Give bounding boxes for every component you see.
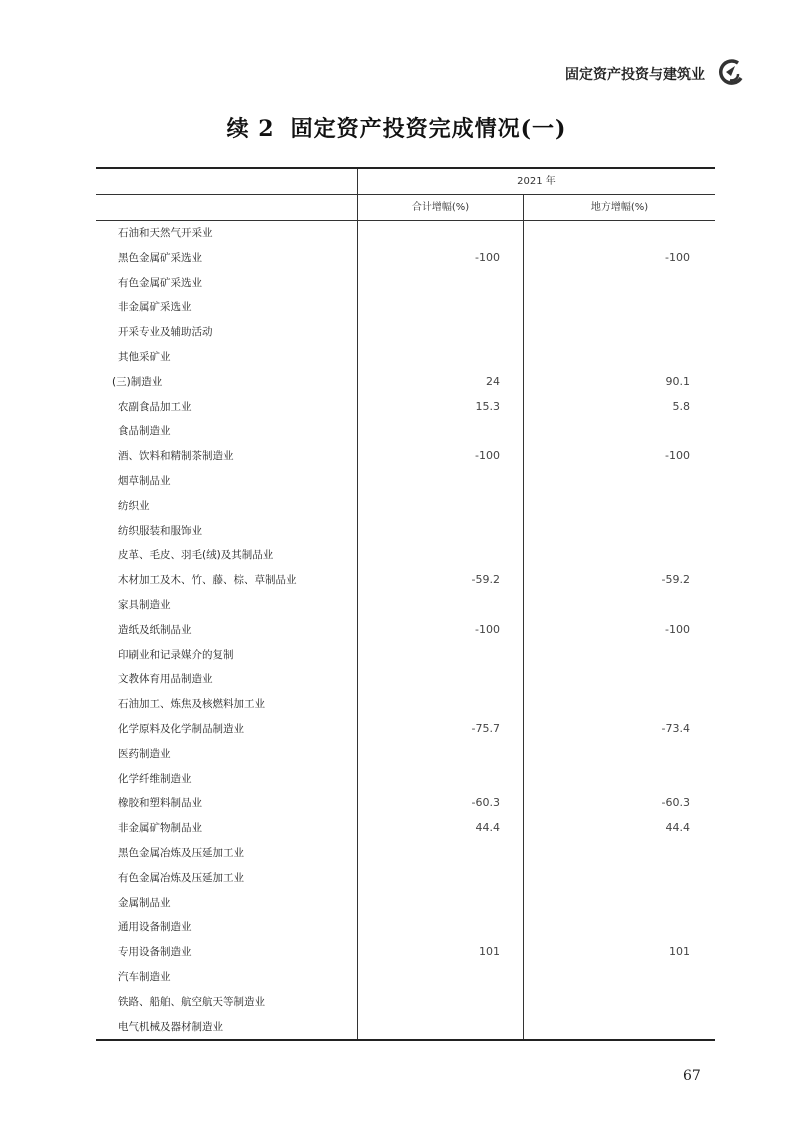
table-row bbox=[96, 519, 715, 544]
row-label: 黑色金属矿采选业 bbox=[118, 251, 202, 264]
table-row bbox=[96, 271, 715, 296]
col-header-local: 地方增幅(%) bbox=[590, 202, 649, 213]
table-row bbox=[96, 940, 715, 965]
row-label: 木材加工及木、竹、藤、棕、草制品业 bbox=[118, 574, 297, 587]
cell-total-growth: -100 bbox=[475, 622, 500, 636]
row-label: 印刷业和记录媒介的复制 bbox=[118, 648, 234, 661]
table-row bbox=[96, 643, 715, 668]
cell-total-growth: 15.3 bbox=[475, 399, 500, 413]
table-row bbox=[96, 767, 715, 792]
row-label: 其他采矿业 bbox=[118, 350, 171, 363]
table-title-prefix: 续 2 bbox=[226, 116, 275, 142]
table-row bbox=[96, 618, 715, 643]
cell-local-growth: 101 bbox=[669, 945, 690, 959]
running-header: 固定资产投资与建筑业 bbox=[565, 67, 705, 83]
table-row bbox=[96, 320, 715, 345]
table-row bbox=[96, 667, 715, 692]
table-row bbox=[96, 568, 715, 593]
cell-local-growth: -100 bbox=[665, 449, 690, 463]
label-column-divider bbox=[357, 169, 358, 1039]
cell-total-growth: 44.4 bbox=[475, 821, 500, 835]
table-body bbox=[96, 221, 715, 1039]
table-row bbox=[96, 469, 715, 494]
cell-total-growth: 101 bbox=[479, 945, 500, 959]
row-label: 石油和天然气开采业 bbox=[118, 227, 213, 239]
table-row bbox=[96, 543, 715, 568]
table-row bbox=[96, 345, 715, 370]
table-row bbox=[96, 221, 715, 246]
row-label: 非金属矿物制品业 bbox=[118, 822, 202, 835]
table-row bbox=[96, 692, 715, 717]
row-label: 医药制造业 bbox=[118, 747, 171, 760]
cell-local-growth: -100 bbox=[665, 622, 690, 636]
cell-total-growth: -59.2 bbox=[471, 573, 500, 587]
row-label: 化学纤维制造业 bbox=[118, 772, 192, 785]
row-label: 铁路、船舶、航空航天等制造业 bbox=[118, 995, 265, 1008]
row-label: 石油加工、炼焦及核燃料加工业 bbox=[118, 698, 265, 711]
table-row bbox=[96, 593, 715, 618]
row-label: 造纸及纸制品业 bbox=[118, 623, 192, 636]
table-row bbox=[96, 295, 715, 320]
table-row bbox=[96, 395, 715, 420]
cell-local-growth: 5.8 bbox=[672, 399, 690, 413]
table-row bbox=[96, 419, 715, 444]
row-label: 皮革、毛皮、羽毛(绒)及其制品业 bbox=[118, 549, 274, 562]
row-label: 食品制造业 bbox=[118, 425, 171, 438]
row-label: 通用设备制造业 bbox=[118, 921, 192, 934]
table-row bbox=[96, 866, 715, 891]
table-row bbox=[96, 915, 715, 940]
row-label: 有色金属矿采选业 bbox=[118, 276, 202, 289]
cell-total-growth: -100 bbox=[475, 449, 500, 463]
cell-total-growth: 24 bbox=[486, 374, 500, 388]
row-label: 非金属矿采选业 bbox=[118, 301, 192, 314]
row-label: 专用设备制造业 bbox=[118, 946, 192, 959]
cell-local-growth: -73.4 bbox=[661, 721, 690, 735]
table-header-columns-row bbox=[96, 195, 715, 221]
table-row bbox=[96, 370, 715, 395]
cell-total-growth: -75.7 bbox=[471, 721, 500, 735]
row-label: 有色金属冶炼及压延加工业 bbox=[118, 871, 244, 884]
row-label: 电气机械及器材制造业 bbox=[118, 1020, 223, 1033]
table-row bbox=[96, 494, 715, 519]
table-row bbox=[96, 1015, 715, 1040]
cell-local-growth: -100 bbox=[665, 250, 690, 264]
row-label: 纺织服装和服饰业 bbox=[118, 524, 202, 537]
data-table bbox=[96, 167, 715, 1041]
table-header-year-row bbox=[96, 169, 715, 195]
row-label: 农副食品加工业 bbox=[118, 400, 192, 413]
table-row bbox=[96, 816, 715, 841]
row-label: 开采专业及辅助活动 bbox=[118, 326, 213, 339]
row-label: 酒、饮料和精制茶制造业 bbox=[118, 450, 234, 463]
row-label: 金属制品业 bbox=[118, 896, 171, 909]
row-label: 烟草制品业 bbox=[118, 474, 171, 487]
table-row bbox=[96, 791, 715, 816]
cell-local-growth: 44.4 bbox=[665, 821, 690, 835]
table-row bbox=[96, 965, 715, 990]
table-row bbox=[96, 990, 715, 1015]
row-label: 文教体育用品制造业 bbox=[118, 673, 213, 686]
row-label: 黑色金属冶炼及压延加工业 bbox=[118, 846, 244, 859]
table-row bbox=[96, 841, 715, 866]
cell-total-growth: -60.3 bbox=[471, 796, 500, 810]
row-label: 橡胶和塑料制品业 bbox=[118, 797, 202, 810]
cell-local-growth: -59.2 bbox=[661, 573, 690, 587]
row-label: (三)制造业 bbox=[112, 375, 163, 388]
cell-local-growth: -60.3 bbox=[661, 796, 690, 810]
cell-local-growth: 90.1 bbox=[665, 374, 690, 388]
table-title bbox=[0, 112, 793, 143]
table-row bbox=[96, 891, 715, 916]
table-row bbox=[96, 246, 715, 271]
row-label: 化学原料及化学制品制造业 bbox=[118, 722, 244, 735]
row-label: 家具制造业 bbox=[118, 598, 171, 611]
table-title-text: 固定资产投资完成情况(一) bbox=[290, 116, 567, 142]
publication-logo-icon bbox=[716, 58, 746, 88]
cell-total-growth: -100 bbox=[475, 250, 500, 264]
table-row bbox=[96, 717, 715, 742]
row-label: 汽车制造业 bbox=[118, 970, 171, 983]
page-number: 67 bbox=[683, 1068, 701, 1084]
row-label: 纺织业 bbox=[118, 499, 150, 512]
col-header-total: 合计增幅(%) bbox=[411, 202, 470, 213]
table-row bbox=[96, 742, 715, 767]
table-row bbox=[96, 444, 715, 469]
year-header: 2021 年 bbox=[517, 176, 556, 187]
